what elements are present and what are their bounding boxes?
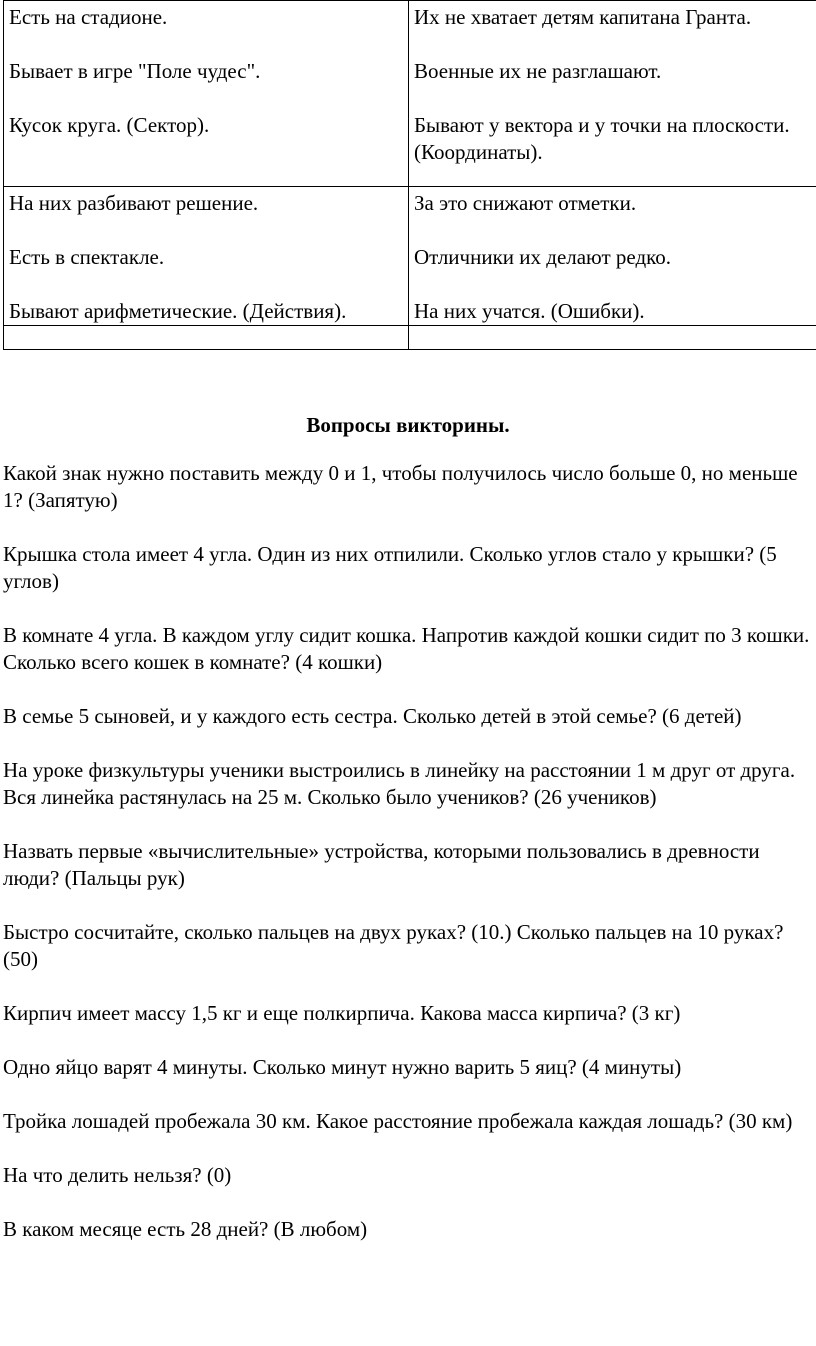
table-row — [4, 187, 816, 326]
riddle-line: Бывают у вектора и у точки на плоскости. (Координаты). — [414, 113, 790, 164]
question-item: Быстро сосчитайте, сколько пальцев на двух руках? (10.) Сколько пальцев на 10 руках? (50) — [3, 920, 784, 971]
table-cell-empty — [4, 326, 409, 350]
quiz-title: Вопросы викторины. — [306, 413, 510, 437]
table-cell — [4, 187, 409, 326]
riddle-line: На них разбивают решение. — [9, 191, 259, 215]
table-row — [4, 1, 816, 187]
question-item: В комнате 4 угла. В каждом углу сидит кошка. Напротив каждой кошки сидит по 3 кошки. Сколько всего кошек в комнате? (4 кошки) — [3, 623, 810, 674]
question-item: Крышка стола имеет 4 угла. Один из них отпилили. Сколько углов стало у крышки? (5 углов) — [3, 542, 777, 593]
riddle-line: Бывает в игре "Поле чудес". — [9, 59, 261, 83]
question-item: Одно яйцо варят 4 минуты. Сколько минут нужно варить 5 яиц? (4 минуты) — [3, 1055, 682, 1079]
riddle-line: Бывают арифметические. (Действия). — [9, 299, 347, 323]
table-cell — [409, 187, 816, 326]
riddle-line: Их не хватает детям капитана Гранта. — [414, 5, 752, 29]
question-item: На что делить нельзя? (0) — [3, 1163, 232, 1187]
question-item: В семье 5 сыновей, и у каждого есть сестра. Сколько детей в этой семье? (6 детей) — [3, 704, 742, 728]
riddle-line: Кусок круга. (Сектор). — [9, 113, 210, 137]
question-item: Тройка лошадей пробежала 30 км. Какое расстояние пробежала каждая лошадь? (30 км) — [3, 1109, 793, 1133]
riddle-line: Отличники их делают редко. — [414, 245, 672, 269]
question-item: В каком месяце есть 28 дней? (В любом) — [3, 1217, 368, 1241]
question-list — [3, 460, 815, 1270]
riddle-table — [3, 0, 816, 350]
question-item: На уроке физкультуры ученики выстроились в линейку на расстоянии 1 м друг от друга. Вся линейка растянулась на 25 м. Сколько было учеников? (26 учеников) — [3, 758, 796, 809]
question-item: Кирпич имеет массу 1,5 кг и еще полкирпича. Какова масса кирпича? (3 кг) — [3, 1001, 681, 1025]
riddle-line: Военные их не разглашают. — [414, 59, 662, 83]
riddle-line: Есть в спектакле. — [9, 245, 165, 269]
question-item: Какой знак нужно поставить между 0 и 1, чтобы получилось число больше 0, но меньше 1? (Запятую) — [3, 461, 798, 512]
riddle-line: За это снижают отметки. — [414, 191, 637, 215]
riddle-line: На них учатся. (Ошибки). — [414, 299, 645, 323]
riddle-line: Есть на стадионе. — [9, 5, 168, 29]
table-cell-empty — [409, 326, 816, 350]
table-row-empty — [4, 326, 816, 350]
question-item: Назвать первые «вычислительные» устройства, которыми пользовались в древности люди? (Пальцы рук) — [3, 839, 760, 890]
table-cell — [4, 1, 409, 187]
table-cell — [409, 1, 816, 187]
